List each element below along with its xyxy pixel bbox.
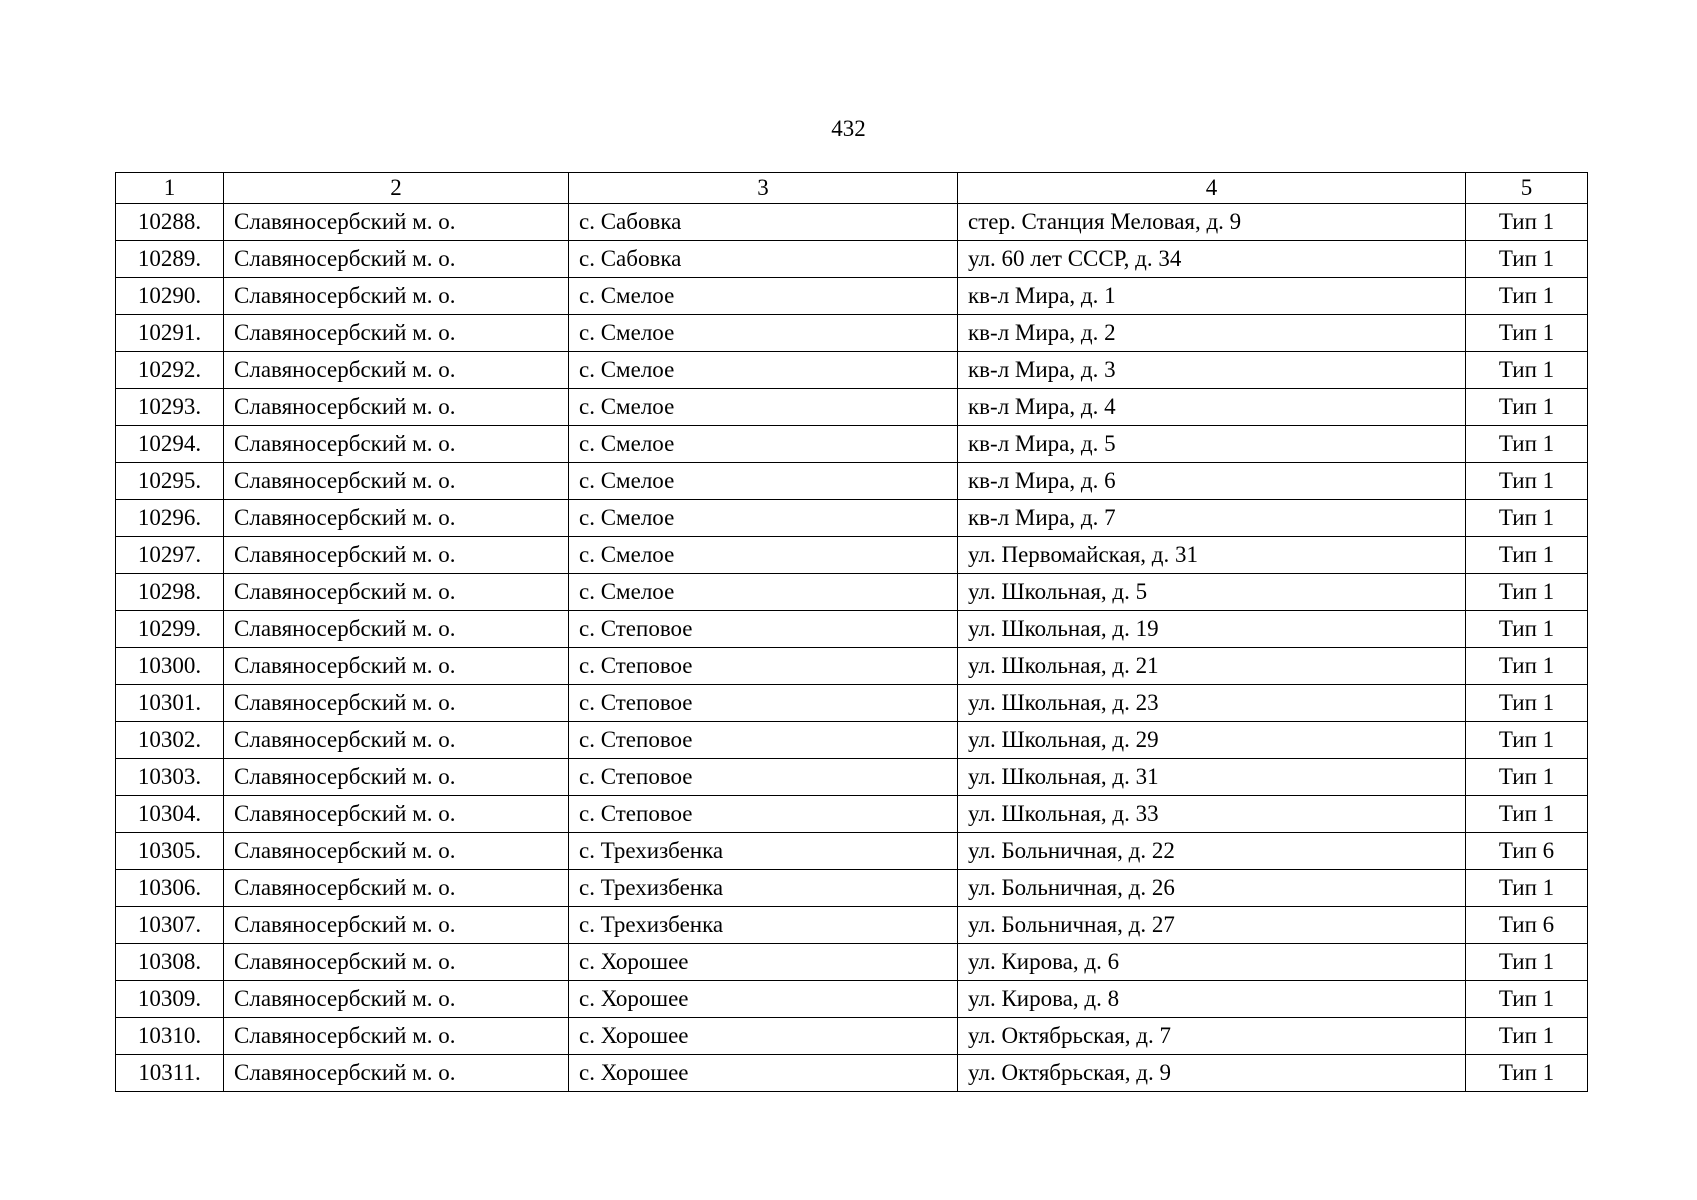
- district-cell: Славяносербский м. о.: [224, 611, 569, 648]
- column-header-1: 1: [116, 173, 224, 204]
- row-number-cell: 10290.: [116, 278, 224, 315]
- address-cell: ул. Больничная, д. 26: [958, 870, 1466, 907]
- settlement-cell: с. Хорошее: [569, 1018, 958, 1055]
- table-row: [116, 1018, 1588, 1055]
- table-header: [116, 173, 1588, 204]
- row-number-cell: 10307.: [116, 907, 224, 944]
- row-number-cell: 10294.: [116, 426, 224, 463]
- type-cell: Тип 1: [1466, 722, 1588, 759]
- district-cell: Славяносербский м. о.: [224, 759, 569, 796]
- address-cell: ул. Школьная, д. 23: [958, 685, 1466, 722]
- settlement-cell: с. Степовое: [569, 722, 958, 759]
- district-cell: Славяносербский м. о.: [224, 389, 569, 426]
- type-cell: Тип 1: [1466, 944, 1588, 981]
- district-cell: Славяносербский м. о.: [224, 722, 569, 759]
- settlement-cell: с. Хорошее: [569, 1055, 958, 1092]
- address-cell: кв-л Мира, д. 1: [958, 278, 1466, 315]
- column-header-3: 3: [569, 173, 958, 204]
- row-number-cell: 10310.: [116, 1018, 224, 1055]
- type-cell: Тип 1: [1466, 389, 1588, 426]
- district-cell: Славяносербский м. о.: [224, 463, 569, 500]
- table-row: [116, 574, 1588, 611]
- table-row: [116, 241, 1588, 278]
- row-number-cell: 10303.: [116, 759, 224, 796]
- district-cell: Славяносербский м. о.: [224, 833, 569, 870]
- row-number-cell: 10308.: [116, 944, 224, 981]
- settlement-cell: с. Смелое: [569, 500, 958, 537]
- table-row: [116, 611, 1588, 648]
- table-row: [116, 278, 1588, 315]
- settlement-cell: с. Степовое: [569, 796, 958, 833]
- address-cell: ул. Октябрьская, д. 9: [958, 1055, 1466, 1092]
- table-body: [116, 204, 1588, 1092]
- district-cell: Славяносербский м. о.: [224, 685, 569, 722]
- row-number-cell: 10289.: [116, 241, 224, 278]
- type-cell: Тип 1: [1466, 1018, 1588, 1055]
- row-number-cell: 10311.: [116, 1055, 224, 1092]
- settlement-cell: с. Хорошее: [569, 944, 958, 981]
- address-cell: ул. Школьная, д. 19: [958, 611, 1466, 648]
- type-cell: Тип 1: [1466, 537, 1588, 574]
- settlement-cell: с. Смелое: [569, 389, 958, 426]
- settlement-cell: с. Степовое: [569, 685, 958, 722]
- type-cell: Тип 1: [1466, 685, 1588, 722]
- table-row: [116, 796, 1588, 833]
- row-number-cell: 10306.: [116, 870, 224, 907]
- address-cell: ул. Кирова, д. 8: [958, 981, 1466, 1018]
- address-cell: ул. Больничная, д. 27: [958, 907, 1466, 944]
- district-cell: Славяносербский м. о.: [224, 1018, 569, 1055]
- address-cell: ул. Октябрьская, д. 7: [958, 1018, 1466, 1055]
- address-cell: ул. Школьная, д. 33: [958, 796, 1466, 833]
- table-row: [116, 759, 1588, 796]
- table-row: [116, 315, 1588, 352]
- row-number-cell: 10295.: [116, 463, 224, 500]
- row-number-cell: 10293.: [116, 389, 224, 426]
- settlement-cell: с. Сабовка: [569, 204, 958, 241]
- row-number-cell: 10296.: [116, 500, 224, 537]
- type-cell: Тип 1: [1466, 241, 1588, 278]
- type-cell: Тип 1: [1466, 315, 1588, 352]
- table-row: [116, 204, 1588, 241]
- address-cell: ул. Школьная, д. 21: [958, 648, 1466, 685]
- type-cell: Тип 1: [1466, 981, 1588, 1018]
- type-cell: Тип 1: [1466, 759, 1588, 796]
- table-row: [116, 537, 1588, 574]
- type-cell: Тип 1: [1466, 500, 1588, 537]
- address-cell: ул. Кирова, д. 6: [958, 944, 1466, 981]
- settlement-cell: с. Степовое: [569, 611, 958, 648]
- type-cell: Тип 1: [1466, 648, 1588, 685]
- address-cell: ул. Школьная, д. 5: [958, 574, 1466, 611]
- type-cell: Тип 1: [1466, 870, 1588, 907]
- settlement-cell: с. Хорошее: [569, 981, 958, 1018]
- table-row: [116, 870, 1588, 907]
- table-row: [116, 648, 1588, 685]
- address-cell: кв-л Мира, д. 5: [958, 426, 1466, 463]
- row-number-cell: 10298.: [116, 574, 224, 611]
- address-cell: кв-л Мира, д. 7: [958, 500, 1466, 537]
- table-row: [116, 352, 1588, 389]
- district-cell: Славяносербский м. о.: [224, 426, 569, 463]
- row-number-cell: 10292.: [116, 352, 224, 389]
- row-number-cell: 10304.: [116, 796, 224, 833]
- table-row: [116, 463, 1588, 500]
- type-cell: Тип 6: [1466, 907, 1588, 944]
- district-cell: Славяносербский м. о.: [224, 796, 569, 833]
- district-cell: Славяносербский м. о.: [224, 315, 569, 352]
- address-cell: ул. Больничная, д. 22: [958, 833, 1466, 870]
- table-row: [116, 833, 1588, 870]
- address-cell: кв-л Мира, д. 3: [958, 352, 1466, 389]
- table-row: [116, 426, 1588, 463]
- district-cell: Славяносербский м. о.: [224, 574, 569, 611]
- type-cell: Тип 6: [1466, 833, 1588, 870]
- settlement-cell: с. Трехизбенка: [569, 907, 958, 944]
- address-cell: кв-л Мира, д. 4: [958, 389, 1466, 426]
- address-cell: ул. Школьная, д. 31: [958, 759, 1466, 796]
- address-cell: ул. Первомайская, д. 31: [958, 537, 1466, 574]
- settlement-cell: с. Трехизбенка: [569, 870, 958, 907]
- district-cell: Славяносербский м. о.: [224, 278, 569, 315]
- settlement-cell: с. Смелое: [569, 278, 958, 315]
- settlement-cell: с. Трехизбенка: [569, 833, 958, 870]
- district-cell: Славяносербский м. о.: [224, 204, 569, 241]
- district-cell: Славяносербский м. о.: [224, 537, 569, 574]
- type-cell: Тип 1: [1466, 574, 1588, 611]
- settlement-cell: с. Смелое: [569, 352, 958, 389]
- settlement-cell: с. Смелое: [569, 426, 958, 463]
- district-cell: Славяносербский м. о.: [224, 870, 569, 907]
- type-cell: Тип 1: [1466, 278, 1588, 315]
- settlement-cell: с. Смелое: [569, 315, 958, 352]
- address-cell: ул. Школьная, д. 29: [958, 722, 1466, 759]
- address-cell: кв-л Мира, д. 2: [958, 315, 1466, 352]
- type-cell: Тип 1: [1466, 426, 1588, 463]
- row-number-cell: 10302.: [116, 722, 224, 759]
- address-cell: кв-л Мира, д. 6: [958, 463, 1466, 500]
- data-table: [115, 172, 1588, 1092]
- address-cell: стер. Станция Меловая, д. 9: [958, 204, 1466, 241]
- district-cell: Славяносербский м. о.: [224, 981, 569, 1018]
- row-number-cell: 10291.: [116, 315, 224, 352]
- settlement-cell: с. Смелое: [569, 463, 958, 500]
- type-cell: Тип 1: [1466, 611, 1588, 648]
- column-header-5: 5: [1466, 173, 1588, 204]
- row-number-cell: 10301.: [116, 685, 224, 722]
- column-header-2: 2: [224, 173, 569, 204]
- column-header-4: 4: [958, 173, 1466, 204]
- table-row: [116, 685, 1588, 722]
- page-number: 432: [831, 116, 866, 141]
- district-cell: Славяносербский м. о.: [224, 241, 569, 278]
- type-cell: Тип 1: [1466, 463, 1588, 500]
- settlement-cell: с. Степовое: [569, 648, 958, 685]
- district-cell: Славяносербский м. о.: [224, 648, 569, 685]
- address-cell: ул. 60 лет СССР, д. 34: [958, 241, 1466, 278]
- row-number-cell: 10288.: [116, 204, 224, 241]
- table-row: [116, 907, 1588, 944]
- district-cell: Славяносербский м. о.: [224, 500, 569, 537]
- row-number-cell: 10297.: [116, 537, 224, 574]
- type-cell: Тип 1: [1466, 204, 1588, 241]
- table-row: [116, 500, 1588, 537]
- row-number-cell: 10300.: [116, 648, 224, 685]
- table-row: [116, 944, 1588, 981]
- table-row: [116, 1055, 1588, 1092]
- district-cell: Славяносербский м. о.: [224, 352, 569, 389]
- table-row: [116, 981, 1588, 1018]
- row-number-cell: 10305.: [116, 833, 224, 870]
- type-cell: Тип 1: [1466, 796, 1588, 833]
- table-row: [116, 722, 1588, 759]
- district-cell: Славяносербский м. о.: [224, 944, 569, 981]
- settlement-cell: с. Смелое: [569, 537, 958, 574]
- row-number-cell: 10309.: [116, 981, 224, 1018]
- type-cell: Тип 1: [1466, 352, 1588, 389]
- district-cell: Славяносербский м. о.: [224, 907, 569, 944]
- settlement-cell: с. Степовое: [569, 759, 958, 796]
- table-row: [116, 389, 1588, 426]
- settlement-cell: с. Сабовка: [569, 241, 958, 278]
- district-cell: Славяносербский м. о.: [224, 1055, 569, 1092]
- header-row: [116, 173, 1588, 204]
- row-number-cell: 10299.: [116, 611, 224, 648]
- type-cell: Тип 1: [1466, 1055, 1588, 1092]
- settlement-cell: с. Смелое: [569, 574, 958, 611]
